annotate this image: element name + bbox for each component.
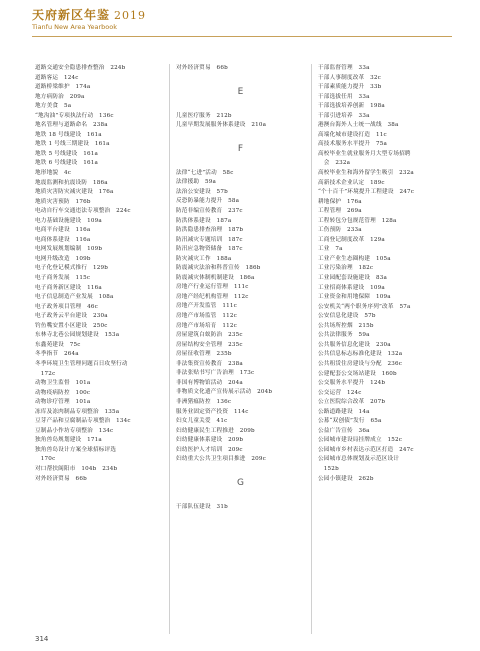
- index-entry: 公安机关“两个职务序列”改革 57a: [318, 303, 411, 310]
- index-entry: 房地产经纪机构管理 112c: [176, 293, 249, 300]
- index-entry: 非物质文化遗产宣传展示活动 204b: [176, 389, 273, 396]
- index-entry: 房地产市场监管 112c: [176, 313, 237, 320]
- index-entry: 冬季指节 264a: [35, 351, 79, 358]
- section-letter: G: [237, 478, 244, 489]
- spacer: [176, 74, 305, 84]
- index-entry: 对外经济贸易 66b: [176, 65, 228, 71]
- page-number: 314: [35, 635, 49, 643]
- index-entry: 公立医院综合改革 207b: [318, 399, 386, 406]
- index-entry: 豆制品小作坊专项整治 134c: [35, 427, 114, 434]
- index-entry: 干部选拔任用 33a: [318, 93, 370, 100]
- index-entry: 防洪隐患排查治理 187b: [176, 227, 244, 234]
- index-entry: 非法集资宣传教育 238a: [176, 360, 243, 367]
- index-entry: 地方病防治 209a: [35, 93, 85, 100]
- index-entry: 工伤预防 233a: [318, 227, 362, 234]
- header-rule: [32, 36, 452, 37]
- index-entry: 公共法律服务 59a: [318, 332, 370, 339]
- index-entry: 高校毕业生和海外留学生吸引 232a: [318, 170, 414, 177]
- index-entry: 152b: [318, 465, 339, 472]
- index-entry: 防洪体系建设 187a: [176, 217, 232, 224]
- index-entry: 非国有博物馆活动 204a: [176, 379, 243, 386]
- index-entry: 儿童医疗服务 212b: [176, 112, 232, 119]
- index-entry: 反恐防暴能力提升 58a: [176, 198, 240, 205]
- index-entry: 工业污染治理 182c: [318, 265, 374, 272]
- index-entry: 对口帮扶阆阳市 104b 234b: [35, 465, 118, 472]
- index-entry: 电子商务新区建设 116a: [35, 284, 102, 291]
- index-entry: 工业产业生态圈构建 105a: [318, 255, 391, 262]
- index-entry: 工业资金和用地保障 109a: [318, 294, 391, 301]
- index-entry: 电子信息制造产业发展 108a: [35, 294, 114, 301]
- index-entry: 地名管理与道路命名 238a: [35, 122, 108, 129]
- index-column-1: [35, 64, 164, 634]
- index-entry: 电子政务云平台建设 230a: [35, 313, 108, 320]
- index-entry: 工商登记制度改革 129a: [318, 236, 385, 243]
- index-entry: 电力基础设施建设 109a: [35, 217, 102, 224]
- index-entry: 对外经济贸易 66b: [35, 475, 87, 482]
- index-entry: 房地产开发监管 111c: [176, 303, 237, 310]
- index-entry: 干部人事制度改革 32c: [318, 74, 381, 81]
- index-entry: 172c: [35, 370, 56, 377]
- index-entry: 公交运营 124c: [318, 389, 362, 396]
- index-entry: 非洲猪瘟防控 136c: [176, 398, 232, 405]
- index-entry: 非法张贴书写广告治理 173c: [176, 370, 255, 377]
- index-entry: 防震减灾体制机制建设 186a: [176, 274, 255, 281]
- index-entry: 房屋结构安全管理 235c: [176, 341, 243, 348]
- index-entry: 干部选拔培养创新 198a: [318, 103, 385, 110]
- index-entry: 会 232a: [318, 160, 351, 167]
- index-entry: 道路桥梁维护 174a: [35, 84, 91, 91]
- index-entry: 动物卫生监督 101a: [35, 380, 91, 387]
- spacer: [176, 465, 305, 475]
- index-entry: 儿童早期发展服务体系建设 210a: [176, 122, 267, 129]
- index-entry: 高端化城市建设打造 11c: [318, 131, 387, 138]
- index-entry: 房屋征收管理 235b: [176, 351, 232, 358]
- page-header: [32, 6, 452, 46]
- index-entry: 东林寺北巷公园规划建设 153a: [35, 332, 120, 339]
- index-column-3: [318, 64, 448, 634]
- index-entry: 公共服务信息化建设 230a: [318, 341, 391, 348]
- index-entry: 公共租赁住房建设与分配 236c: [318, 360, 403, 367]
- column-divider: [311, 64, 312, 634]
- yearbook-subtitle: Tianfu New Area Yearbook: [32, 23, 118, 31]
- index-entry: 干部队伍建设 31b: [176, 503, 228, 510]
- index-entry: 妇幼健康体系建设 209b: [176, 437, 244, 444]
- index-entry: 道路客运 124c: [35, 74, 79, 81]
- spacer: [176, 159, 305, 169]
- index-entry: 耕地保护 176a: [318, 198, 362, 205]
- index-entry: 公益广告宣传 36a: [318, 427, 370, 434]
- index-entry: 道路交通安全隐患排查整治 224b: [35, 65, 126, 71]
- index-entry: 东鑫苑建设 75c: [35, 341, 81, 348]
- index-entry: 干部监督管理 33a: [318, 65, 370, 71]
- index-entry: 高校毕业生就业服务月大型专场招聘: [318, 150, 411, 157]
- index-entry: 房地产行业运行管理 111c: [176, 284, 249, 291]
- yearbook-year: 2019: [114, 9, 147, 22]
- index-entry: 公建配套公交场站建设 160b: [318, 370, 397, 377]
- index-entry: 公园城市乡村表达示范区打造 247c: [318, 446, 414, 453]
- index-entry: 钓鱼嘴安置小区建设 250c: [35, 322, 108, 329]
- index-entry: 公交服务水平提升 124b: [318, 380, 386, 387]
- index-entry: 高新技术企业认定 189c: [318, 179, 385, 186]
- index-entry: 工业 7a: [318, 246, 343, 253]
- index-entry: 防灾减灾工作 188a: [176, 255, 232, 262]
- index-entry: 动物疫病防控 100c: [35, 389, 91, 396]
- section-letter: F: [237, 144, 244, 155]
- index-entry: 电动自行车交通违法专项整治 224c: [35, 208, 131, 215]
- index-entry: 冬季环境卫生管理问题百日攻坚行动: [35, 360, 128, 367]
- index-column-2: [176, 64, 305, 634]
- index-entry: 地方美食 5a: [35, 103, 72, 110]
- column-divider: [169, 64, 170, 634]
- index-entry: 妇幼健康民生工程推进 209b: [176, 427, 255, 434]
- index-entry: 房屋建筑白蚁防治 235c: [176, 332, 243, 339]
- index-entry: 法治公安建设 57b: [176, 188, 228, 195]
- index-entry: 豆芽产品和豆腐制品专项整治 134c: [35, 418, 131, 425]
- index-entry: 地形地貌 4c: [35, 170, 72, 177]
- index-entry: 公共信息标志标准化建设 132a: [318, 351, 403, 358]
- index-entry: 房地产市场培育 112c: [176, 322, 237, 329]
- index-entry: 防震减灾法治和科普宣传 186b: [176, 265, 261, 272]
- index-entry: 工程转包分包规范管理 128a: [318, 217, 397, 224]
- index-entry: 公园城市建设局挂牌成立 152c: [318, 437, 403, 444]
- index-entry: 公安信息化建设 57b: [318, 313, 376, 320]
- index-entry: 地质灾害预防 176b: [35, 198, 91, 205]
- index-entry: 地震监测和抗震设防 186a: [35, 179, 108, 186]
- index-entry: 独角兽岛设计方案全球招标评选: [35, 446, 117, 453]
- index-entry: 公园小镇建设 262b: [318, 475, 374, 482]
- index-entry: 电子化登记模式推行 129b: [35, 265, 108, 272]
- index-entry: 电网发展规划编制 109b: [35, 246, 103, 253]
- index-entry: 公共场所控烟 215b: [318, 322, 374, 329]
- index-entry: 地铁 18 号线建设 161a: [35, 131, 102, 138]
- index-entry: 地铁 1 号线三期建设 161a: [35, 141, 110, 148]
- index-entry: 干部引进培养 33a: [318, 112, 370, 119]
- index-entry: 干部素质能力提升 33b: [318, 84, 382, 91]
- index-entry: 法律援助 59a: [176, 179, 217, 186]
- index-entry: 电商平台建设 116a: [35, 227, 91, 234]
- index-entry: 电子商务发展 115c: [35, 275, 91, 282]
- index-entry: 工业园配套设施建设 83a: [318, 275, 387, 282]
- index-entry: 公路道路建设 14a: [318, 408, 370, 415]
- index-entry: “地沟油”专项执法行动 136c: [35, 112, 114, 119]
- index-entry: 公募“双创债”发行 65a: [318, 418, 382, 425]
- section-letter: E: [237, 87, 244, 98]
- index-entry: 法律“七进”活动 58c: [176, 169, 234, 176]
- index-entry: 电商体系建设 116a: [35, 236, 91, 243]
- index-entry: 高技术服务水平提升 75a: [318, 141, 387, 148]
- index-entry: 妇幼重大公共卫生项目推进 209c: [176, 456, 266, 463]
- yearbook-title-text: 天府新区年鉴: [32, 8, 111, 22]
- index-entry: 服务业固定资产投资 114c: [176, 408, 249, 415]
- spacer: [176, 131, 305, 141]
- index-entry: 动物诊疗管理 101a: [35, 399, 91, 406]
- spacer: [176, 102, 305, 112]
- index-entry: 防汛应急物资储备 187c: [176, 246, 243, 253]
- index-entry: 170c: [35, 456, 56, 463]
- index-entry: 防范非编宣传教育 237c: [176, 208, 243, 215]
- index-entry: 妇幼医护人才培训 209c: [176, 446, 243, 453]
- yearbook-title: [32, 6, 146, 23]
- index-entry: 港澳台海外人士统一战线 38a: [318, 122, 399, 129]
- index-entry: “个十百千”环境提升工程建设 247c: [318, 189, 415, 196]
- index-entry: 公园城市总体规划及示范区设计: [318, 456, 400, 463]
- index-entry: 工程管理 269a: [318, 208, 362, 215]
- index-entry: 电网升级改造 109b: [35, 255, 91, 262]
- index-entry: 地质灾害防灾减灾建设 176a: [35, 189, 114, 196]
- index-entry: 地铁 6 号线建设 161a: [35, 160, 99, 167]
- spacer: [176, 493, 305, 503]
- index-entry: 地铁 5 号线建设 161a: [35, 150, 99, 157]
- index-entry: 工业招商体系建设 109a: [318, 284, 385, 291]
- index-entry: 防汛减灾专题培训 187c: [176, 236, 243, 243]
- index-entry: 电子政务项目管理 46c: [35, 303, 98, 310]
- index-entry: 妇女儿童关爱 41c: [176, 418, 228, 425]
- index-entry: 冻库及冻肉制品专项整治 135a: [35, 408, 120, 415]
- index-entry: 独角兽岛规划建设 171a: [35, 437, 102, 444]
